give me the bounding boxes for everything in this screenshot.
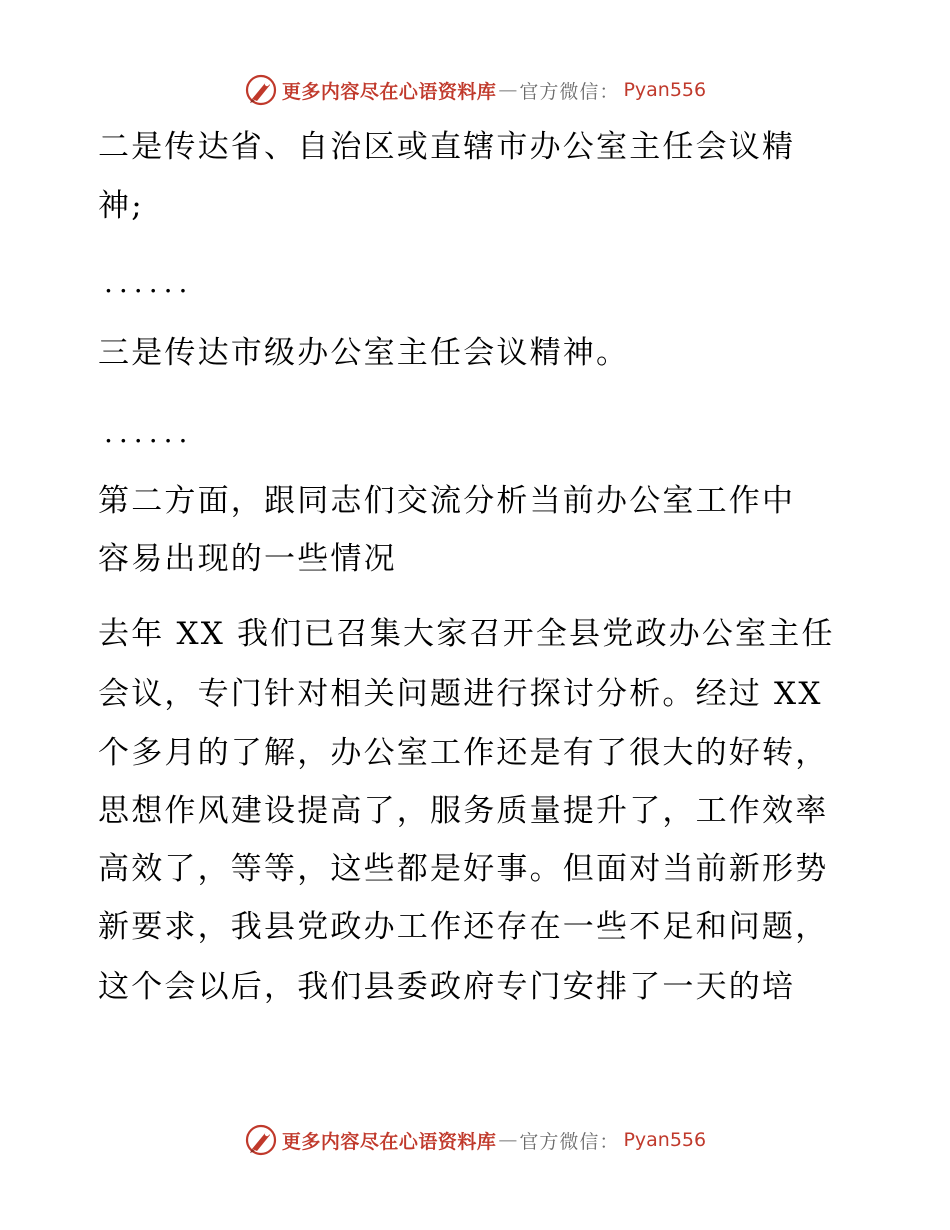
watermark-dash: — [498,79,518,101]
ellipsis: ...... [104,416,194,449]
watermark-id: Pyan556 [623,1129,707,1151]
text-line: 新要求，我县党政办工作还存在一些不足和问题， [98,909,829,945]
watermark-brand: 更多内容尽在心语资料库 [281,80,497,103]
watermark-dash: — [498,1129,518,1151]
text-line: 去年 XX 我们已召集大家召开全县党政办公室主任 [98,616,835,652]
watermark-id: Pyan556 [623,79,707,101]
pen-logo-icon [244,1123,278,1157]
watermark-label: 官方微信： [519,1130,620,1153]
section-heading: 容易出现的一些情况 [98,541,397,577]
section-heading: 第二方面，跟同志们交流分析当前办公室工作中 [98,483,796,519]
text-line: 这个会以后，我们县委政府专门安排了一天的培 [98,969,796,1005]
pen-logo-icon [244,73,278,107]
text-line: 会议，专门针对相关问题进行探讨分析。经过 XX [98,676,823,712]
text-line: 三是传达市级办公室主任会议精神。 [98,335,630,371]
footer-watermark [0,1120,950,1160]
ellipsis: ...... [104,266,194,299]
text-line: 神; [98,188,144,224]
text-line: 高效了，等等，这些都是好事。但面对当前新形势 [98,851,829,887]
text-line: 个多月的了解，办公室工作还是有了很大的好转， [98,735,829,771]
text-line: 思想作风建设提高了，服务质量提升了，工作效率 [98,793,829,829]
watermark-brand: 更多内容尽在心语资料库 [281,1130,497,1153]
text-line: 二是传达省、自治区或直辖市办公室主任会议精 [98,129,796,165]
watermark-label: 官方微信： [519,80,620,103]
header-watermark [0,70,950,110]
